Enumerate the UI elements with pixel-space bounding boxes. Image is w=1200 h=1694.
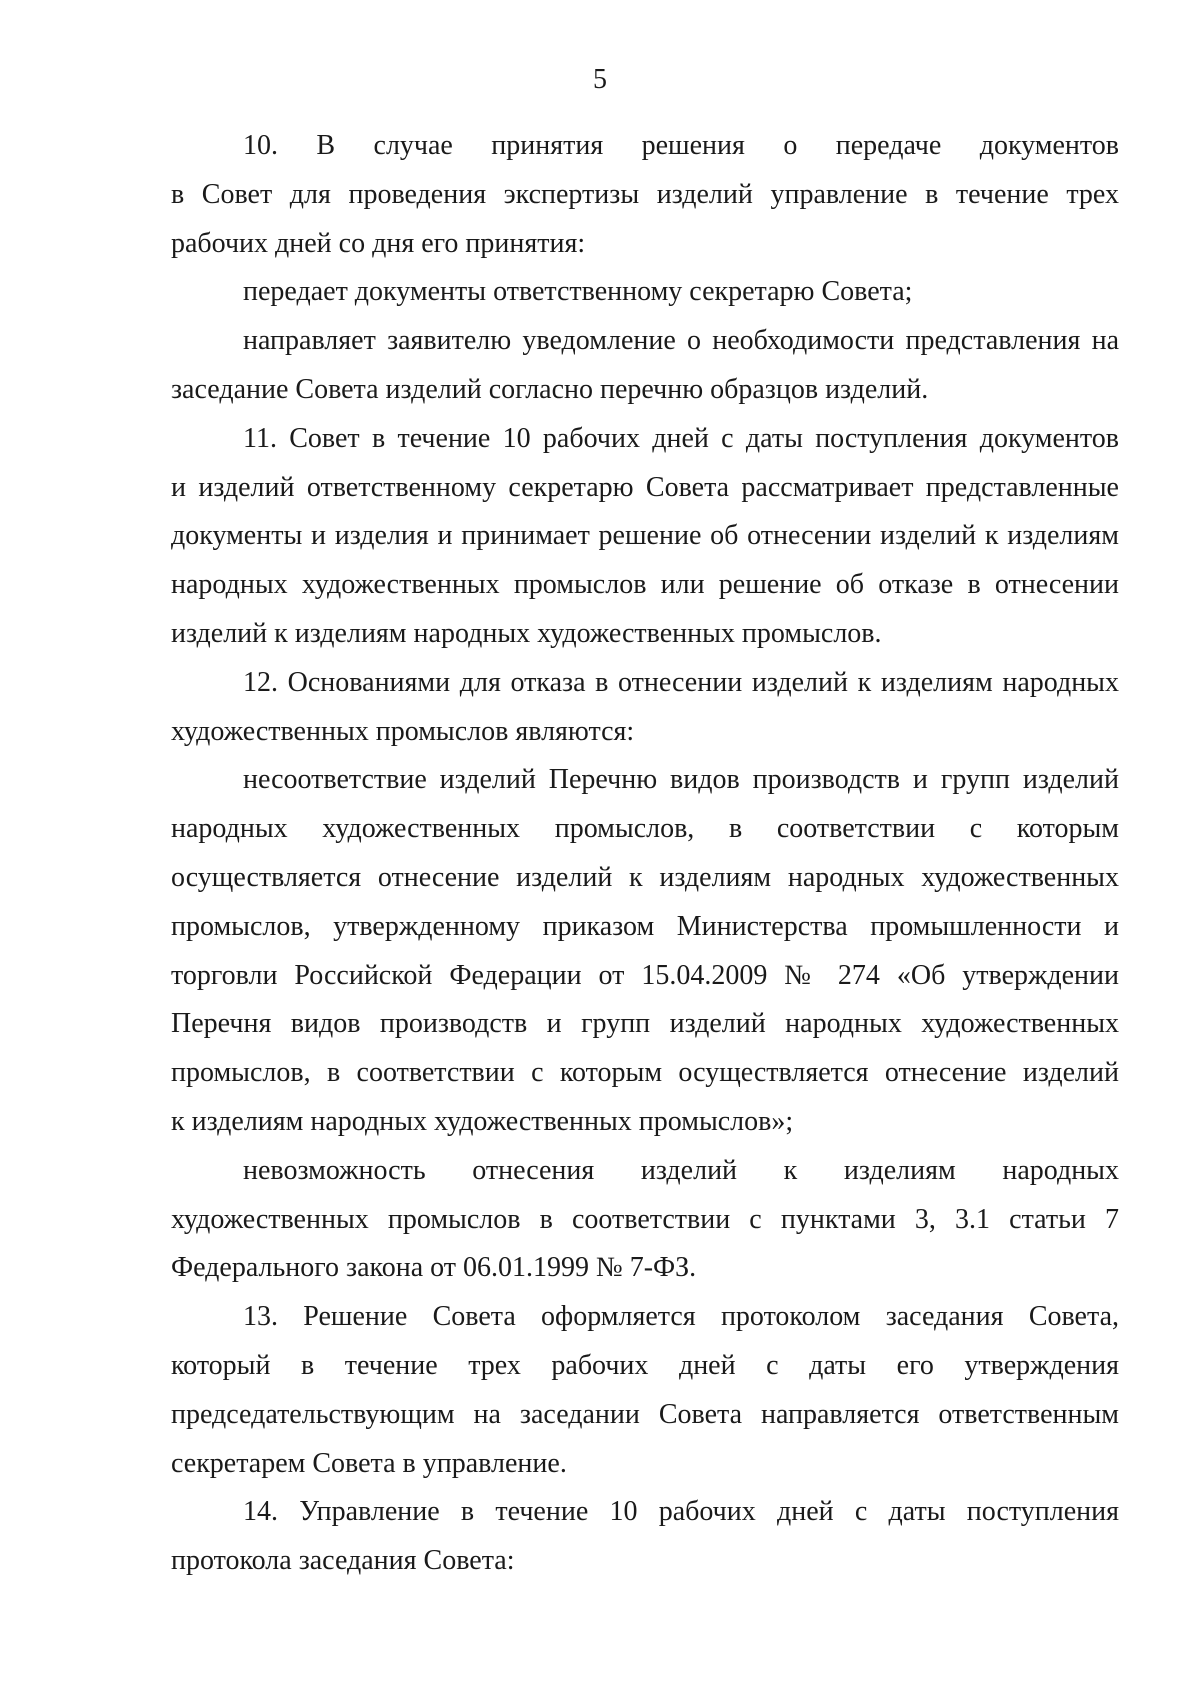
paragraph [171,1147,1119,1293]
text-line: промыслов, в соответствии с которым осуществляется отнесение изделий [171,1057,1119,1089]
text-line: документы и изделия и принимает решение об отнесении изделий к изделиям [171,520,1119,552]
text-line: направляет заявителю уведомление о необходимости представления на [243,325,1119,357]
text-line: промыслов, утвержденному приказом Министерства промышленности и [171,910,1119,942]
paragraph [171,659,1119,757]
text-line: 12. Основаниями для отказа в отнесении изделий к изделиям народных [243,666,1119,698]
paragraph [171,756,1119,1146]
text-line: 14. Управление в течение 10 рабочих дней с даты поступления [243,1496,1119,1528]
text-line: художественных промыслов в соответствии с пунктами 3, 3.1 статьи 7 [171,1203,1119,1235]
text-line: художественных промыслов являются: [171,715,635,747]
paragraph [171,415,1119,659]
text-line: Перечня видов производств и групп изделий народных художественных [171,1008,1119,1040]
text-line: невозможность отнесения изделий к изделиям народных [243,1154,1119,1186]
text-line: рабочих дней со дня его принятия: [171,227,586,259]
text-line: несоответствие изделий Перечню видов производств и групп изделий [243,764,1119,796]
paragraph [171,122,1119,268]
text-line: Федерального закона от 06.01.1999 № 7-ФЗ. [171,1252,697,1284]
text-line: который в течение трех рабочих дней с даты его утверждения [171,1349,1119,1381]
text-line: заседание Совета изделий согласно перечню образцов изделий. [171,373,929,405]
text-line: осуществляется отнесение изделий к изделиям народных художественных [171,861,1119,893]
page-number: 5 [593,64,607,95]
text-line: 11. Совет в течение 10 рабочих дней с даты поступления документов [243,422,1119,454]
paragraph [171,1293,1119,1488]
text-line: 13. Решение Совета оформляется протоколом заседания Совета, [243,1301,1119,1333]
paragraph [171,317,1119,415]
document-body [171,122,1119,1586]
text-line: к изделиям народных художественных промыслов»; [171,1105,794,1137]
paragraph [171,268,1119,317]
text-line: председательствующим на заседании Совета направляется ответственным [171,1398,1119,1430]
text-line: изделий к изделиям народных художественных промыслов. [171,617,882,649]
paragraph [171,1488,1119,1586]
text-line: 10. В случае принятия решения о передаче документов [243,130,1119,161]
text-line: в Совет для проведения экспертизы изделий управление в течение трех [171,178,1119,210]
text-line: передает документы ответственному секретарю Совета; [243,276,913,308]
text-line: народных художественных промыслов или решение об отказе в отнесении [171,569,1119,601]
text-line: торговли Российской Федерации от 15.04.2009 № 274 «Об утверждении [171,959,1119,991]
text-line: протокола заседания Совета: [171,1545,515,1577]
text-line: секретарем Совета в управление. [171,1447,567,1479]
text-line: народных художественных промыслов, в соответствии с которым [171,813,1119,845]
text-line: и изделий ответственному секретарю Совета рассматривает представленные [171,471,1119,503]
